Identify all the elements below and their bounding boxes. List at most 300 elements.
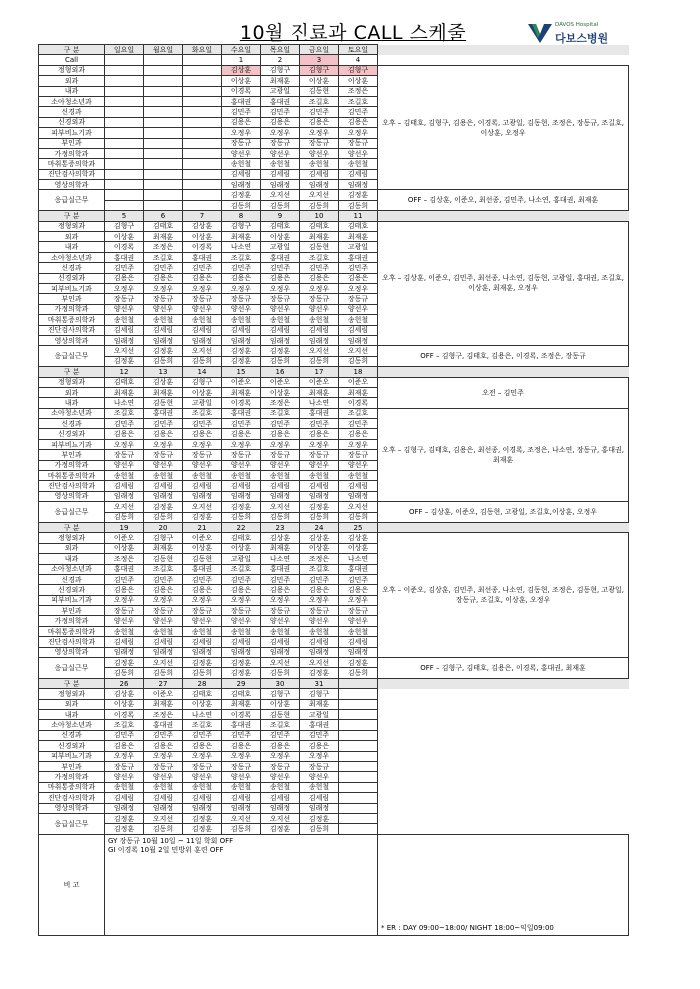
doctor-cell: 이경록 — [222, 710, 261, 720]
doctor-cell: 김세림 — [183, 325, 222, 335]
doctor-cell: 김민주 — [339, 574, 378, 584]
department-name: 피부비뇨기과 — [39, 595, 105, 605]
doctor-cell: 조길호 — [300, 96, 339, 106]
doctor-cell: 김용은 — [222, 585, 261, 595]
doctor-cell: 송헌철 — [222, 315, 261, 325]
doctor-cell: 임래정 — [261, 647, 300, 657]
doctor-cell: 오정우 — [339, 439, 378, 449]
doctor-cell — [339, 720, 378, 730]
doctor-cell: 김민주 — [183, 263, 222, 273]
doctor-cell: 오정우 — [300, 439, 339, 449]
week-header-row — [39, 45, 629, 55]
doctor-cell: 장동규 — [222, 294, 261, 304]
doctor-cell: 임래정 — [144, 491, 183, 501]
hospital-logo — [528, 20, 624, 46]
doctor-cell: 이준오 — [105, 533, 144, 543]
doctor-cell: 임래정 — [144, 647, 183, 657]
doctor-cell: 오정우 — [144, 439, 183, 449]
doctor-cell: 오정우 — [261, 128, 300, 138]
doctor-cell — [144, 128, 183, 138]
doctor-cell: 이상훈 — [222, 543, 261, 553]
doctor-cell: 송헌철 — [222, 782, 261, 792]
doctor-cell: 송헌철 — [339, 315, 378, 325]
doctor-cell: 양선우 — [261, 304, 300, 314]
emergency-label: 응급실근무 — [39, 346, 105, 367]
doctor-cell — [105, 180, 144, 190]
department-name: 소아청소년과 — [39, 408, 105, 418]
weekday-header: 토요일 — [339, 45, 378, 55]
doctor-cell: 김상훈 — [144, 377, 183, 387]
weekday-header: 수요일 — [222, 45, 261, 55]
doctor-cell — [105, 169, 144, 179]
header-note-blank — [378, 211, 629, 221]
doctor-cell: 오정우 — [300, 751, 339, 761]
doctor-cell: 김세림 — [261, 481, 300, 491]
doctor-cell: 이경록 — [222, 398, 261, 408]
doctor-cell: 김민주 — [144, 263, 183, 273]
header-note-blank — [378, 678, 629, 688]
doctor-cell: 송헌철 — [105, 315, 144, 325]
doctor-cell: 송헌철 — [261, 315, 300, 325]
doctor-cell: 김용은 — [261, 585, 300, 595]
date-cell: 14 — [183, 367, 222, 377]
date-cell: 31 — [300, 678, 339, 688]
doctor-cell: 이경록 — [222, 86, 261, 96]
weekday-header: 금요일 — [300, 45, 339, 55]
date-cell: 15 — [222, 367, 261, 377]
week-header-row — [39, 522, 629, 532]
emergency-doctor-cell: 오지선 — [339, 502, 378, 512]
doctor-cell: 장동규 — [144, 761, 183, 771]
emergency-doctor-cell: 오지선 — [222, 813, 261, 823]
department-name: 정형외과 — [39, 377, 105, 387]
doctor-cell: 이상훈 — [183, 543, 222, 553]
doctor-cell: 조길호 — [261, 408, 300, 418]
emergency-label: 응급실근무 — [39, 502, 105, 523]
department-name: 외과 — [39, 387, 105, 397]
department-row — [39, 408, 629, 418]
doctor-cell: 김태호 — [183, 689, 222, 699]
doctor-cell — [339, 782, 378, 792]
doctor-cell: 김용은 — [222, 117, 261, 127]
doctor-cell: 김세림 — [222, 481, 261, 491]
emergency-label: 응급실근무 — [39, 190, 105, 211]
doctor-cell: 장동규 — [261, 138, 300, 148]
doctor-cell: 김형구 — [261, 689, 300, 699]
doctor-cell: 조길호 — [183, 720, 222, 730]
doctor-cell: 양선우 — [105, 304, 144, 314]
doctor-cell: 오정우 — [183, 751, 222, 761]
doctor-cell: 김용은 — [144, 429, 183, 439]
doctor-cell: 김민주 — [339, 263, 378, 273]
doctor-cell: 장동규 — [183, 450, 222, 460]
emergency-doctor-cell: 김동희 — [261, 200, 300, 210]
doctor-cell: 김민주 — [261, 107, 300, 117]
doctor-cell: 양선우 — [105, 460, 144, 470]
doctor-cell: 임래정 — [300, 180, 339, 190]
doctor-cell — [183, 65, 222, 75]
emergency-doctor-cell: 김정훈 — [339, 190, 378, 200]
doctor-cell: 김세림 — [222, 169, 261, 179]
department-name: 진단검사의학과 — [39, 793, 105, 803]
doctor-cell — [339, 699, 378, 709]
doctor-cell — [183, 117, 222, 127]
doctor-cell: 양선우 — [261, 616, 300, 626]
doctor-cell: 김형구 — [105, 221, 144, 231]
doctor-cell: 장동규 — [339, 450, 378, 460]
shift-note: 오후 – 이준오, 김상훈, 김민주, 최선종, 나소연, 김동현, 조정은, 김동현, 고광일, 장동규, 조길호, 이상훈, 오정우 — [378, 533, 629, 658]
doctor-cell: 김동현 — [300, 242, 339, 252]
doctor-cell: 이준오 — [261, 377, 300, 387]
department-name: 진단검사의학과 — [39, 169, 105, 179]
doctor-cell: 고광일 — [261, 242, 300, 252]
doctor-cell: 장동규 — [339, 138, 378, 148]
doctor-cell — [183, 128, 222, 138]
emergency-doctor-cell: 오지선 — [183, 346, 222, 356]
emergency-doctor-cell: 김정훈 — [144, 502, 183, 512]
doctor-cell: 김세림 — [105, 481, 144, 491]
emergency-doctor-cell: 김정훈 — [300, 502, 339, 512]
doctor-cell — [144, 148, 183, 158]
doctor-cell: 임래정 — [105, 491, 144, 501]
doctor-cell — [183, 180, 222, 190]
doctor-cell: 양선우 — [300, 460, 339, 470]
doctor-cell: 양선우 — [222, 460, 261, 470]
shift-note: 오전 – 김민주 — [378, 377, 629, 408]
doctor-cell: 조길호 — [144, 252, 183, 262]
department-name: 외과 — [39, 543, 105, 553]
doctor-cell: 이경록 — [105, 710, 144, 720]
doctor-cell: 이상훈 — [300, 543, 339, 553]
department-name: 가정의학과 — [39, 772, 105, 782]
date-cell: 27 — [144, 678, 183, 688]
doctor-cell: 양선우 — [261, 148, 300, 158]
doctor-cell: 김동현 — [144, 554, 183, 564]
emergency-doctor-cell: 오지선 — [300, 658, 339, 668]
doctor-cell: 김용은 — [339, 117, 378, 127]
doctor-cell: 송헌철 — [183, 626, 222, 636]
doctor-cell: 양선우 — [222, 148, 261, 158]
department-name: 부인과 — [39, 450, 105, 460]
emergency-doctor-cell: 김정훈 — [222, 346, 261, 356]
doctor-cell: 송헌철 — [183, 782, 222, 792]
doctor-cell — [339, 741, 378, 751]
doctor-cell: 김동현 — [144, 398, 183, 408]
doctor-cell: 오정우 — [105, 283, 144, 293]
date-cell: 20 — [144, 522, 183, 532]
doctor-cell: 최재훈 — [261, 76, 300, 86]
doctor-cell: 홍대권 — [300, 720, 339, 730]
department-name: 정형외과 — [39, 533, 105, 543]
weekday-header: 목요일 — [261, 45, 300, 55]
department-name: 피부비뇨기과 — [39, 439, 105, 449]
doctor-cell: 김태호 — [105, 377, 144, 387]
doctor-cell: 김용은 — [300, 273, 339, 283]
call-date-row — [39, 55, 629, 65]
doctor-cell: 김민주 — [339, 419, 378, 429]
doctor-cell: 나소연 — [105, 398, 144, 408]
doctor-cell: 이상훈 — [261, 232, 300, 242]
doctor-cell: 장동규 — [183, 294, 222, 304]
doctor-cell — [105, 86, 144, 96]
doctor-cell: 김상훈 — [183, 221, 222, 231]
doctor-cell: 김용은 — [222, 429, 261, 439]
doctor-cell: 장동규 — [105, 761, 144, 771]
doctor-cell: 이준오 — [144, 689, 183, 699]
doctor-cell: 송헌철 — [222, 626, 261, 636]
doctor-cell: 김용은 — [144, 273, 183, 283]
doctor-cell: 양선우 — [183, 772, 222, 782]
doctor-cell: 임래정 — [339, 647, 378, 657]
doctor-cell — [339, 730, 378, 740]
doctor-cell: 오정우 — [183, 595, 222, 605]
doctor-cell: 김세림 — [261, 325, 300, 335]
emergency-doctor-cell — [144, 200, 183, 210]
date-cell: 19 — [105, 522, 144, 532]
emergency-doctor-cell: 김동희 — [144, 824, 183, 834]
doctor-cell: 오정우 — [105, 595, 144, 605]
emergency-doctor-cell: 오지선 — [261, 658, 300, 668]
doctor-cell: 조정은 — [144, 710, 183, 720]
weekday-header: 월요일 — [144, 45, 183, 55]
doctor-cell: 홍대권 — [183, 564, 222, 574]
department-name: 부인과 — [39, 606, 105, 616]
department-name: 신경과 — [39, 419, 105, 429]
emergency-doctor-cell: 김동희 — [300, 512, 339, 522]
doctor-cell: 김용은 — [300, 585, 339, 595]
doctor-cell: 오정우 — [105, 751, 144, 761]
doctor-cell: 김세림 — [339, 481, 378, 491]
doctor-cell: 김동현 — [183, 554, 222, 564]
doctor-cell: 오정우 — [261, 439, 300, 449]
department-name: 피부비뇨기과 — [39, 283, 105, 293]
doctor-cell: 양선우 — [339, 460, 378, 470]
doctor-cell: 김용은 — [105, 273, 144, 283]
doctor-cell: 오정우 — [222, 439, 261, 449]
doctor-cell: 오정우 — [222, 128, 261, 138]
doctor-cell: 양선우 — [339, 304, 378, 314]
doctor-cell: 최재훈 — [339, 387, 378, 397]
doctor-cell: 조길호 — [105, 720, 144, 730]
department-name: 가정의학과 — [39, 460, 105, 470]
department-name: 가정의학과 — [39, 616, 105, 626]
doctor-cell: 홍대권 — [105, 564, 144, 574]
department-name: 정형외과 — [39, 689, 105, 699]
doctor-cell: 장동규 — [339, 606, 378, 616]
doctor-cell: 오정우 — [183, 283, 222, 293]
emergency-row — [39, 190, 629, 200]
department-name: 피부비뇨기과 — [39, 128, 105, 138]
department-row — [39, 533, 629, 543]
date-cell: 3 — [300, 55, 339, 65]
doctor-cell: 양선우 — [300, 304, 339, 314]
doctor-cell: 나소연 — [222, 242, 261, 252]
doctor-cell — [144, 180, 183, 190]
doctor-cell: 김용은 — [222, 273, 261, 283]
doctor-cell: 임래정 — [261, 491, 300, 501]
date-cell: 13 — [144, 367, 183, 377]
doctor-cell — [144, 76, 183, 86]
doctor-cell: 김세림 — [300, 637, 339, 647]
doctor-cell: 최재훈 — [300, 699, 339, 709]
doctor-cell: 조정은 — [105, 554, 144, 564]
doctor-cell: 고광일 — [183, 398, 222, 408]
doctor-cell: 오정우 — [261, 283, 300, 293]
department-name: 정형외과 — [39, 65, 105, 75]
department-name: 마취통증의학과 — [39, 782, 105, 792]
doctor-cell: 홍대권 — [261, 564, 300, 574]
date-cell: 29 — [222, 678, 261, 688]
date-cell: 8 — [222, 211, 261, 221]
date-cell: 1 — [222, 55, 261, 65]
doctor-cell: 양선우 — [222, 616, 261, 626]
doctor-cell — [105, 65, 144, 75]
doctor-cell: 최재훈 — [144, 699, 183, 709]
doctor-cell: 김세림 — [300, 481, 339, 491]
doctor-cell: 임래정 — [300, 335, 339, 345]
emergency-doctor-cell: 오지선 — [261, 190, 300, 200]
doctor-cell: 임래정 — [105, 803, 144, 813]
doctor-cell — [339, 751, 378, 761]
doctor-cell: 김상훈 — [261, 533, 300, 543]
doctor-cell: 김형구 — [144, 533, 183, 543]
emergency-doctor-cell: 김정훈 — [222, 668, 261, 678]
emergency-doctor-cell: 김동희 — [183, 356, 222, 366]
doctor-cell: 오정우 — [183, 439, 222, 449]
doctor-cell: 김민주 — [105, 263, 144, 273]
doctor-cell: 홍대권 — [339, 564, 378, 574]
emergency-doctor-cell: 김정훈 — [183, 512, 222, 522]
department-name: 외과 — [39, 699, 105, 709]
department-name: 신경과 — [39, 730, 105, 740]
doctor-cell: 조길호 — [300, 564, 339, 574]
department-name: 소아청소년과 — [39, 96, 105, 106]
doctor-cell: 송헌철 — [261, 159, 300, 169]
doctor-cell: 김민주 — [300, 263, 339, 273]
doctor-cell: 양선우 — [105, 616, 144, 626]
doctor-cell: 송헌철 — [144, 626, 183, 636]
department-name: 마취통증의학과 — [39, 159, 105, 169]
schedule-table — [38, 44, 629, 936]
emergency-doctor-cell — [144, 190, 183, 200]
doctor-cell: 장동규 — [144, 450, 183, 460]
doctor-cell — [144, 138, 183, 148]
emergency-doctor-cell: 김정훈 — [105, 356, 144, 366]
doctor-cell: 임래정 — [105, 647, 144, 657]
date-cell: 5 — [105, 211, 144, 221]
doctor-cell: 김민주 — [300, 107, 339, 117]
emergency-doctor-cell: 김정훈 — [339, 658, 378, 668]
doctor-cell: 양선우 — [144, 772, 183, 782]
emergency-doctor-cell: 김동희 — [183, 668, 222, 678]
doctor-cell: 김태호 — [339, 221, 378, 231]
doctor-cell: 김세림 — [105, 793, 144, 803]
doctor-cell: 김동현 — [261, 710, 300, 720]
doctor-cell: 김세림 — [261, 637, 300, 647]
emergency-doctor-cell — [105, 190, 144, 200]
emergency-doctor-cell: 김동희 — [105, 668, 144, 678]
date-cell: 17 — [300, 367, 339, 377]
doctor-cell: 김형구 — [183, 377, 222, 387]
doctor-cell — [105, 117, 144, 127]
doctor-cell: 양선우 — [144, 304, 183, 314]
doctor-cell: 양선우 — [183, 616, 222, 626]
doctor-cell: 김상훈 — [222, 65, 261, 75]
emergency-doctor-cell: 오지선 — [300, 346, 339, 356]
header-label: 구 분 — [39, 678, 105, 688]
doctor-cell: 홍대권 — [339, 252, 378, 262]
emergency-doctor-cell: 김정훈 — [261, 824, 300, 834]
doctor-cell: 김세림 — [222, 325, 261, 335]
doctor-cell: 오정우 — [144, 283, 183, 293]
emergency-doctor-cell: 오지선 — [339, 346, 378, 356]
doctor-cell: 이상훈 — [105, 543, 144, 553]
department-name: 신경과 — [39, 574, 105, 584]
doctor-cell — [144, 117, 183, 127]
doctor-cell: 장동규 — [300, 761, 339, 771]
doctor-cell: 김세림 — [144, 793, 183, 803]
doctor-cell: 김세림 — [261, 793, 300, 803]
doctor-cell: 임래정 — [261, 803, 300, 813]
doctor-cell: 임래정 — [261, 335, 300, 345]
date-cell: 25 — [339, 522, 378, 532]
shift-note: OFF – 김형구, 김태호, 김용은, 이경록, 조정은, 장동규 — [378, 346, 629, 367]
doctor-cell: 장동규 — [183, 761, 222, 771]
doctor-cell: 오정우 — [300, 595, 339, 605]
doctor-cell: 장동규 — [144, 294, 183, 304]
doctor-cell: 임래정 — [300, 491, 339, 501]
emergency-doctor-cell: 김정훈 — [183, 813, 222, 823]
department-name: 부인과 — [39, 761, 105, 771]
emergency-doctor-cell: 오지선 — [144, 813, 183, 823]
header-note-blank — [378, 522, 629, 532]
remarks-label: 비 고 — [39, 834, 105, 935]
doctor-cell: 김세림 — [339, 325, 378, 335]
date-cell — [144, 55, 183, 65]
emergency-doctor-cell: 김동희 — [261, 668, 300, 678]
doctor-cell — [144, 169, 183, 179]
emergency-row — [39, 658, 629, 668]
date-cell: 28 — [183, 678, 222, 688]
shift-note: OFF – 김상훈, 이준오, 김동현, 고광일, 조길호,이상훈, 오정우 — [378, 502, 629, 523]
emergency-row — [39, 346, 629, 356]
emergency-doctor-cell: 김동희 — [339, 668, 378, 678]
doctor-cell — [183, 76, 222, 86]
doctor-cell: 김세림 — [183, 481, 222, 491]
doctor-cell: 송헌철 — [300, 315, 339, 325]
doctor-cell: 오정우 — [105, 439, 144, 449]
emergency-doctor-cell: 김정훈 — [105, 658, 144, 668]
doctor-cell: 김민주 — [144, 574, 183, 584]
doctor-cell: 김용은 — [144, 585, 183, 595]
department-name: 외과 — [39, 232, 105, 242]
date-cell: 2 — [261, 55, 300, 65]
doctor-cell: 김용은 — [105, 585, 144, 595]
doctor-cell: 김세림 — [300, 169, 339, 179]
doctor-cell: 김세림 — [300, 793, 339, 803]
doctor-cell — [339, 689, 378, 699]
doctor-cell: 송헌철 — [144, 782, 183, 792]
doctor-cell: 김민주 — [222, 730, 261, 740]
doctor-cell: 김민주 — [261, 730, 300, 740]
doctor-cell: 송헌철 — [300, 782, 339, 792]
doctor-cell: 송헌철 — [222, 159, 261, 169]
doctor-cell: 오정우 — [261, 595, 300, 605]
emergency-doctor-cell: 김정훈 — [222, 502, 261, 512]
department-row — [39, 65, 629, 75]
doctor-cell — [105, 138, 144, 148]
department-name: 마취통증의학과 — [39, 315, 105, 325]
